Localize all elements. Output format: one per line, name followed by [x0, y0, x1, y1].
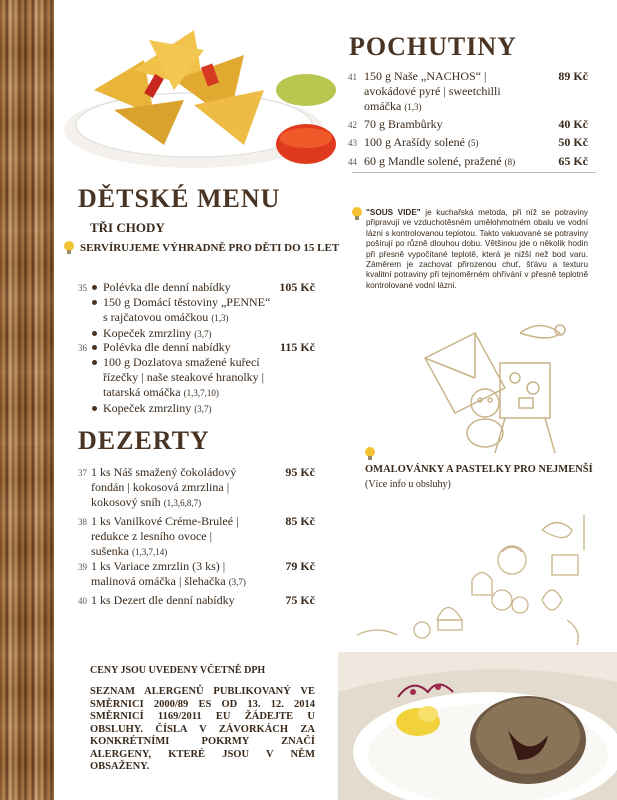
- item-number: 37: [78, 468, 87, 478]
- item-number: 44: [348, 157, 357, 167]
- item-price: 85 Kč: [285, 514, 315, 528]
- lightbulb-icon: [350, 206, 364, 222]
- menu-number: 35: [78, 283, 87, 293]
- food-doodles: [352, 510, 602, 645]
- item-price: 40 Kč: [558, 117, 588, 131]
- kids-menu-1: Polévka dle denní nabídky 150 g Domácí těstoviny „PENNE“ s rajčatovou omáčkou (1,3) Kopeček zmrzliny (3,7): [92, 280, 270, 342]
- menu-price: 105 Kč: [279, 280, 315, 294]
- kids-menu-2: Polévka dle denní nabídky 100 g Dozlatova smažené kuřecí řízečky | naše steakové hranolky | tatarská omáčka (1,3,7,10) Kopeček zmrzliny (3,7): [92, 340, 264, 417]
- list-item: 70 g Brambůrky: [364, 117, 443, 131]
- item-price: 75 Kč: [285, 593, 315, 607]
- sous-vide-text: "SOUS VIDE" je kuchařská metoda, při níž se potraviny připravují ve vzduchotěsném umělohmotném obalu ve vodní lázni s kontrolovanou teplotou. Takto vakuované se potraviny pošírují po různě dlouhou dobu. Většinou jde o několik hodin při přesně vypočítané teplotě, která je nižší než bod varu. Záměrem je zachovat přirozenou chuť, šťávu a texturu kvalitní potraviny při tejnoměrném ohřívání v přesně teplotně kontrolované vodní lázni.: [366, 208, 588, 290]
- detske-note: SERVÍRUJEME VÝHRADNĚ PRO DĚTI DO 15 LET: [62, 240, 339, 256]
- coloring-illustration: [415, 318, 585, 458]
- item-price: 65 Kč: [558, 154, 588, 168]
- wood-border: [0, 0, 54, 800]
- item-price: 89 Kč: [558, 69, 588, 83]
- list-item: 100 g Arašídy solené (5): [364, 135, 479, 149]
- dezerty-title: DEZERTY: [78, 426, 210, 455]
- list-item: 60 g Mandle solené, pražené (8): [364, 154, 516, 168]
- allergens-note: SEZNAM ALERGENŮ PUBLIKOVANÝ VE SMĚRNICI 2000/89 ES OD 13. 12. 2014 SMĚRNICÍ 1169/2011 EU ŽÁDEJTE U OBSLUHY. ČÍSLA V ZÁVORKÁCH ZA KONKRÉTNÍMI POKRMY ZNAČÍ ALERGENY, KTERÉ JSOU V NĚM OBSAŽENY.: [90, 686, 315, 772]
- item-number: 38: [78, 517, 87, 527]
- detske-menu-title: DĚTSKÉ MENU: [78, 184, 281, 213]
- item-number: 42: [348, 120, 357, 130]
- prices-note: CENY JSOU UVEDENY VČETNĚ DPH: [90, 665, 266, 676]
- item-number: 43: [348, 138, 357, 148]
- menu-price: 115 Kč: [280, 340, 315, 354]
- list-item: 1 ks Náš smažený čokoládový fondán | kokosová zmrzlina | kokosový sníh (1,3,6,8,7): [91, 465, 237, 509]
- list-item: 150 g Naše „NACHOS“ | avokádové pyré | sweetchilli omáčka (1,3): [364, 69, 501, 113]
- detske-subtitle: TŘI CHODY: [90, 220, 165, 235]
- list-item: 1 ks Variace zmrzlin (3 ks) | malinová omáčka | šlehačka (3,7): [91, 559, 246, 588]
- item-price: 79 Kč: [285, 559, 315, 573]
- item-price: 95 Kč: [285, 465, 315, 479]
- list-item: 1 ks Vanilkové Créme-Bruleé | redukce z lesního ovoce | sušenka (1,3,7,14): [91, 514, 239, 558]
- item-number: 39: [78, 562, 87, 572]
- list-item: 1 ks Dezert dle denní nabídky: [91, 593, 235, 607]
- lightbulb-icon: [62, 240, 76, 256]
- menu-number: 36: [78, 343, 87, 353]
- pochutiny-title: POCHUTINY: [349, 32, 517, 61]
- item-price: 50 Kč: [558, 135, 588, 149]
- nachos-photo: [54, 20, 339, 170]
- lightbulb-icon: [363, 446, 377, 462]
- divider: [352, 172, 596, 173]
- coloring-subtitle: (Více info u obsluhy): [365, 479, 451, 490]
- item-number: 40: [78, 596, 87, 606]
- coloring-title: OMALOVÁNKY A PASTELKY PRO NEJMENŠÍ: [365, 464, 593, 475]
- item-number: 41: [348, 72, 357, 82]
- dessert-photo: [338, 652, 617, 800]
